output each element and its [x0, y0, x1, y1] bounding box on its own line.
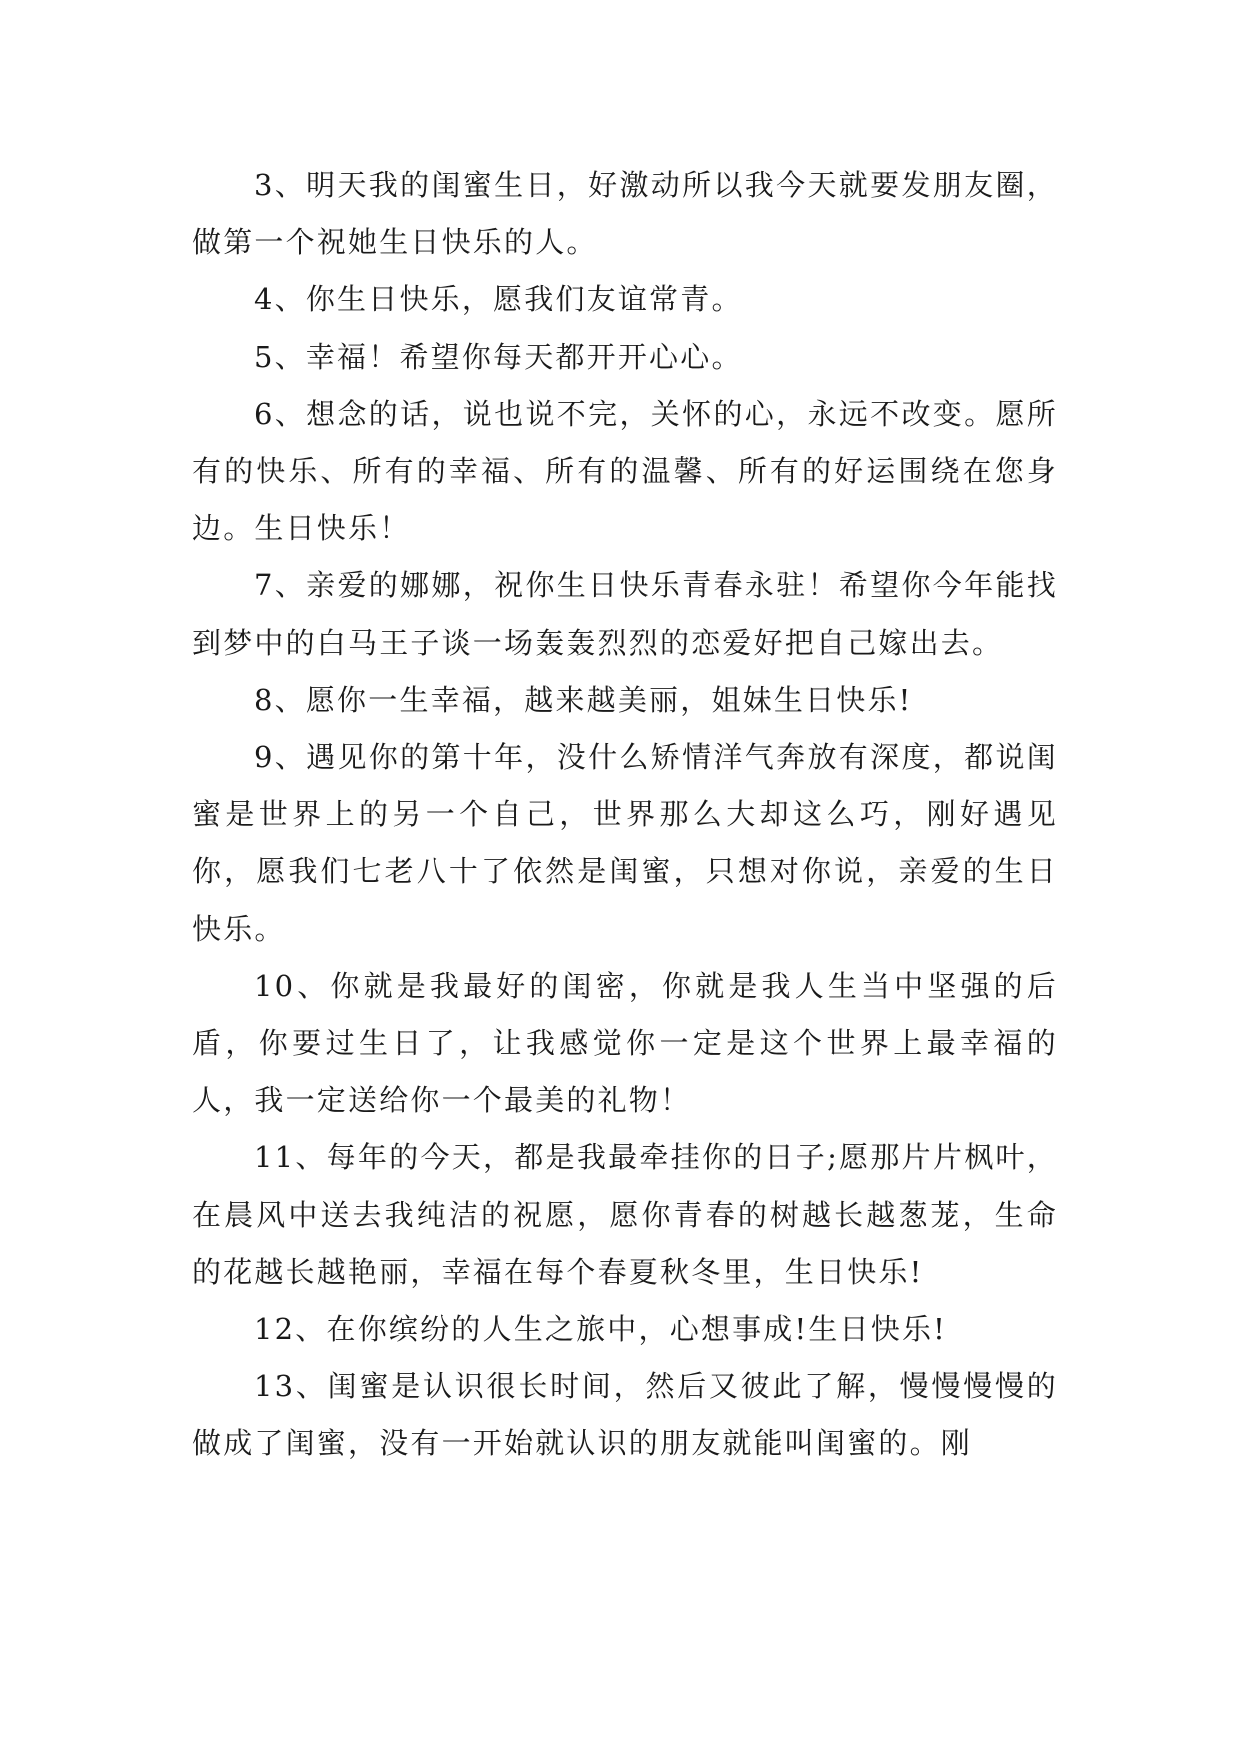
paragraph-9: 9、遇见你的第十年，没什么矫情洋气奔放有深度，都说闺蜜是世界上的另一个自己，世界那么大却这么巧，刚好遇见你，愿我们七老八十了依然是闺蜜，只想对你说，亲爱的生日快乐。: [192, 740, 1058, 946]
paragraph-11: 11、每年的今天，都是我最牵挂你的日子;愿那片片枫叶，在晨风中送去我纯洁的祝愿，愿你青春的树越长越葱茏，生命的花越长越艳丽，幸福在每个春夏秋冬里，生日快乐!: [192, 1140, 1058, 1289]
paragraph-6: 6、想念的话，说也说不完，关怀的心，永远不改变。愿所有的快乐、所有的幸福、所有的温馨、所有的好运围绕在您身边。生日快乐！: [192, 396, 1058, 546]
paragraph-12: 12、在你缤纷的人生之旅中，心想事成!生日快乐!: [254, 1312, 948, 1347]
paragraph-7: 7、亲爱的娜娜，祝你生日快乐青春永驻！希望你今年能找到梦中的白马王子谈一场轰轰烈烈的恋爱好把自己嫁出去。: [192, 568, 1058, 660]
paragraph-8: 8、愿你一生幸福，越来越美丽，姐妹生日快乐!: [254, 682, 913, 717]
document-body: [192, 157, 1058, 1473]
paragraph-13: 13、闺蜜是认识很长时间，然后又彼此了解，慢慢慢慢的做成了闺蜜，没有一开始就认识的朋友就能叫闺蜜的。刚: [192, 1369, 1058, 1461]
paragraph-10: 10、你就是我最好的闺密，你就是我人生当中坚强的后盾，你要过生日了，让我感觉你一定是这个世界上最幸福的人，我一定送给你一个最美的礼物！: [192, 968, 1058, 1118]
paragraph-4: 4、你生日快乐，愿我们友谊常青。: [254, 282, 743, 317]
paragraph-3: 3、明天我的闺蜜生日，好激动所以我今天就要发朋友圈，做第一个祝她生日快乐的人。: [192, 168, 1058, 260]
paragraph-5: 5、幸福！希望你每天都开开心心。: [254, 339, 743, 374]
